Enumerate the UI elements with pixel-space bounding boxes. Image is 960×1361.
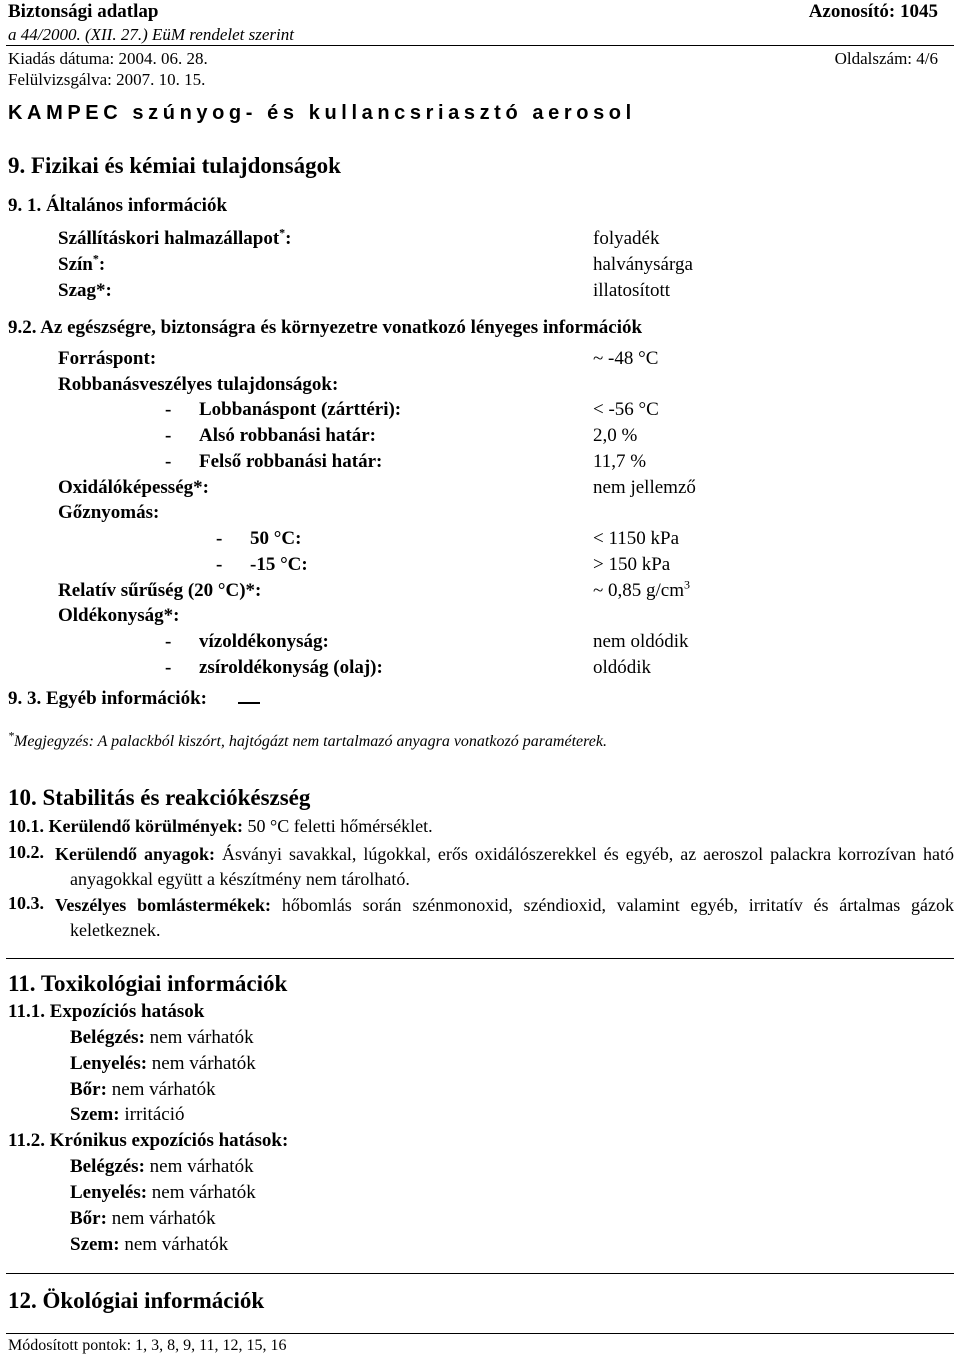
section10-2-text: Kerülendő anyagok: Ásványi savakkal, lúgokkal, erős oxidálószerekkel és egyéb, az aeroszol palackra korrozívan ható anyagokkal együtt a készítmény nem tárolható. (55, 844, 954, 889)
oxidizing-label: Oxidálóképesség*: (58, 477, 209, 498)
flash-point-value: ~ -48 °C (593, 348, 659, 369)
acute-eye: Szem: irritáció (70, 1104, 185, 1125)
em-dash (238, 702, 260, 704)
chronic-skin: Bőr: nem várhatók (70, 1208, 216, 1229)
density-label: Relatív sűrűség (20 °C)*: (58, 580, 262, 601)
vapour-dash: - (216, 554, 223, 575)
doc-id: Azonosító: 1045 (808, 1, 938, 22)
section10-3-text: Veszélyes bomlástermékek: hőbomlás során szénmonoxid, széndioxid, valamint egyéb, irritatív és ártalmas gázok keletkeznek. (55, 895, 954, 940)
explosive-label: Robbanásveszélyes tulajdonságok: (58, 374, 339, 395)
water-solubility-value: nem oldódik (593, 631, 689, 652)
product-name: KAMPEC szúnyog- és kullancsriasztó aerosol (8, 102, 636, 124)
prop-state-label: Szállításkori halmazállapot*: (58, 225, 292, 249)
footnote: *Megjegyzés: A palackból kiszórt, hajtógázt nem tartalmazó anyagra vonatkozó paraméterek. (8, 728, 607, 750)
doc-title: Biztonsági adatlap (8, 1, 159, 22)
prop-odor-value: illatosított (593, 280, 671, 301)
section9-2-title: 9.2. Az egészségre, biztonságra és környezetre vonatkozó lényeges információk (8, 317, 643, 338)
oxidizing-value: nem jellemző (593, 477, 696, 498)
divider (6, 1273, 954, 1274)
density-value: ~ 0,85 $g/cm^3$ (593, 577, 691, 601)
fat-solubility-label: zsíroldékonyság (olaj): (199, 657, 383, 678)
upper-limit-value: 11,7 % (593, 451, 647, 472)
section10-1: 10.1. Kerülendő körülmények: 50 °C feletti hőmérséklet. (8, 816, 433, 836)
prop-color-value: halványsárga (593, 254, 693, 275)
issue-date: Kiadás dátuma: 2004. 06. 28. (8, 49, 208, 68)
divider (6, 958, 954, 959)
prop-color-label: Szín*: (58, 251, 106, 275)
page-number: Oldalszám: 4/6 (834, 49, 938, 68)
explosive-dash: - (165, 425, 172, 446)
explosive-dash: - (165, 399, 172, 420)
revision-date: Felülvizsgálva: 2007. 10. 15. (8, 70, 206, 89)
acute-ingestion: Lenyelés: nem várhatók (70, 1053, 256, 1074)
section9-title: 9. Fizikai és kémiai tulajdonságok (8, 153, 341, 178)
chronic-ingestion: Lenyelés: nem várhatók (70, 1182, 256, 1203)
chronic-inhalation: Belégzés: nem várhatók (70, 1156, 254, 1177)
vapour-50-value: < 1150 kPa (593, 528, 680, 549)
acute-skin: Bőr: nem várhatók (70, 1079, 216, 1100)
lower-limit-label: Alsó robbanási határ: (199, 425, 377, 446)
lower-limit-value: 2,0 % (593, 425, 638, 446)
vapour-dash: - (216, 528, 223, 549)
footer-modified: Módosított pontok: 1, 3, 8, 9, 11, 12, 15, 16 (8, 1337, 287, 1354)
upper-limit-label: Felső robbanási határ: (199, 451, 383, 472)
section10-title: 10. Stabilitás és reakciókészség (8, 785, 311, 810)
solubility-dash: - (165, 657, 172, 678)
footer-rule (6, 1333, 954, 1334)
vapour-50-label: 50 °C: (250, 528, 302, 549)
closed-cup-label: Lobbanáspont (zárttéri): (199, 399, 402, 420)
section10-3-num: 10.3. (8, 893, 44, 913)
prop-state-value: folyadék (593, 228, 660, 249)
header-rule (6, 45, 954, 46)
solubility-label: Oldékonyság*: (58, 605, 180, 626)
fat-solubility-value: oldódik (593, 657, 652, 678)
section12-title: 12. Ökológiai információk (8, 1288, 265, 1313)
vapour-label: Gőznyomás: (58, 502, 160, 523)
prop-odor-label: Szag*: (58, 280, 112, 301)
explosive-dash: - (165, 451, 172, 472)
closed-cup-value: < -56 °C (593, 399, 659, 420)
section9-3-title: 9. 3. Egyéb információk: (8, 688, 207, 709)
solubility-dash: - (165, 631, 172, 652)
acute-inhalation: Belégzés: nem várhatók (70, 1027, 254, 1048)
vapour-m15-value: > 150 kPa (593, 554, 671, 575)
section11-title: 11. Toxikológiai információk (8, 971, 288, 996)
chronic-eye: Szem: nem várhatók (70, 1234, 229, 1255)
water-solubility-label: vízoldékonyság: (199, 631, 329, 652)
section9-1-title: 9. 1. Általános információk (8, 195, 228, 216)
section11-2-title: 11.2. Krónikus expozíciós hatások: (8, 1130, 289, 1151)
section11-1-title: 11.1. Expozíciós hatások (8, 1001, 205, 1022)
vapour-m15-label: -15 °C: (250, 554, 308, 575)
regulation-ref: a 44/2000. (XII. 27.) EüM rendelet szerint (8, 25, 294, 44)
flash-point-label: Forráspont: (58, 348, 157, 369)
section10-2-num: 10.2. (8, 842, 44, 862)
